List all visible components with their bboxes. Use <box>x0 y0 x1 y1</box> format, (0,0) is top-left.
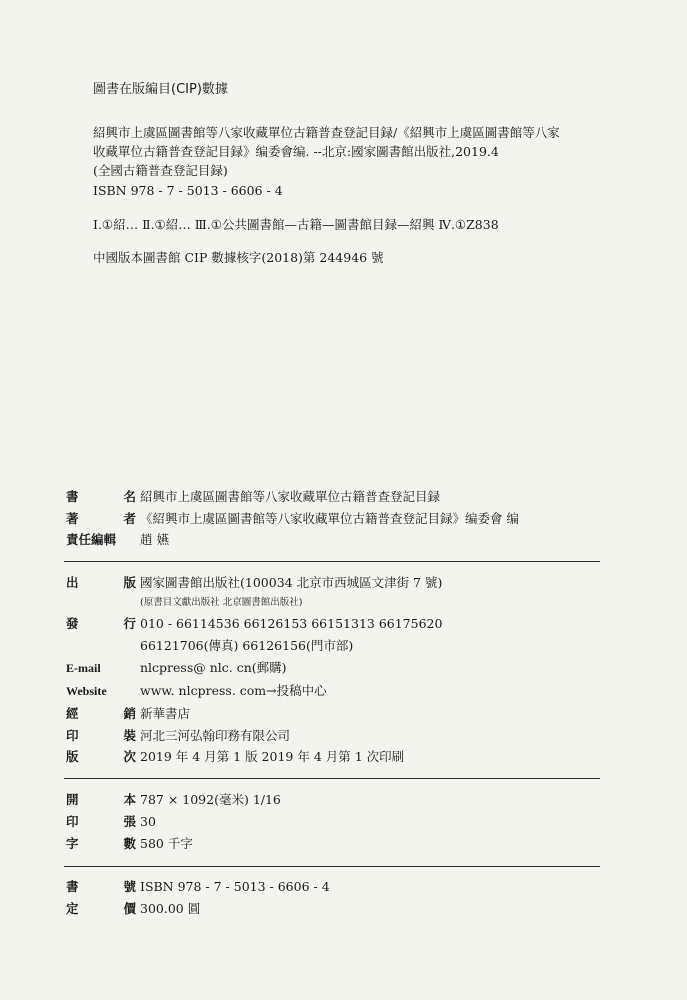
label-edition: 版 次 <box>66 749 136 764</box>
row-dealer <box>0 705 687 723</box>
row-email <box>0 659 687 677</box>
row-book-number <box>0 878 687 896</box>
value-publisher: 國家圖書館出版社(100034 北京市西城區文津街 7 號) <box>140 575 443 590</box>
value-sheets: 30 <box>140 814 156 829</box>
value-dealer: 新華書店 <box>140 706 191 721</box>
value-printer: 河北三河弘翰印務有限公司 <box>140 728 291 743</box>
row-distribution <box>0 615 687 633</box>
label-printer: 印 裝 <box>66 728 136 743</box>
label-editor: 責任編輯 <box>66 532 117 547</box>
label-book-title: 書 名 <box>66 489 136 504</box>
row-author <box>0 510 687 528</box>
label-email: E-mail <box>66 661 101 675</box>
label-distribution: 發 行 <box>66 616 136 631</box>
row-publisher <box>0 574 687 592</box>
value-book-number: ISBN 978 - 7 - 5013 - 6606 - 4 <box>140 879 330 894</box>
row-format <box>0 791 687 809</box>
cip-series: (全國古籍普查登記目録) <box>93 163 228 178</box>
label-publisher: 出 版 <box>66 575 136 590</box>
value-website: www. nlcpress. com→投稿中心 <box>140 683 327 698</box>
row-book-title <box>0 488 687 506</box>
row-price <box>0 900 687 918</box>
label-dealer: 經 銷 <box>66 706 136 721</box>
label-format: 開 本 <box>66 792 136 807</box>
value-author: 《紹興市上虞區圖書館等八家收藏單位古籍普查登記目録》编委會 编 <box>140 511 519 526</box>
cip-line-1: 紹興市上虞區圖書館等八家收藏單位古籍普查登記目録/《紹興市上虞區圖書館等八家 <box>93 125 560 140</box>
value-phones: 010 - 66114536 66126153 66151313 66175620 <box>140 616 443 631</box>
value-format: 787 × 1092(毫米) 1/16 <box>140 792 281 807</box>
row-edition <box>0 748 687 766</box>
label-book-number: 書 號 <box>66 879 136 894</box>
row-editor <box>0 531 687 549</box>
value-editor: 趙 嬿 <box>140 532 169 547</box>
cip-line-2: 收藏單位古籍普查登記目録》编委會编. --北京:國家圖書館出版社,2019.4 <box>93 144 499 159</box>
row-website <box>0 682 687 700</box>
label-sheets: 印 張 <box>66 814 136 829</box>
row-sheets <box>0 813 687 831</box>
label-website: Website <box>66 684 107 698</box>
row-printer <box>0 727 687 745</box>
value-phones-2: 66121706(傳真) 66126156(門市部) <box>140 638 354 653</box>
cip-classification: Ⅰ.①紹… Ⅱ.①紹… Ⅲ.①公共圖書館—古籍—圖書館目録—紹興 Ⅳ.①Z838 <box>93 217 499 232</box>
value-words: 580 千字 <box>140 836 193 851</box>
divider-1 <box>64 561 600 562</box>
cip-isbn: ISBN 978 - 7 - 5013 - 6606 - 4 <box>93 183 283 198</box>
divider-2 <box>64 778 600 779</box>
cip-number: 中國版本圖書館 CIP 數據核字(2018)第 244946 號 <box>93 250 384 265</box>
cip-heading: 圖書在版編目(CIP)數據 <box>93 82 228 97</box>
label-price: 定 價 <box>66 901 136 916</box>
row-distribution-2 <box>0 637 687 655</box>
value-book-title: 紹興市上虞區圖書館等八家收藏單位古籍普查登記目録 <box>140 489 441 504</box>
row-words <box>0 835 687 853</box>
row-publisher-note <box>0 594 687 612</box>
label-author: 著 者 <box>66 511 136 526</box>
value-publisher-note: (原書目文獻出版社 北京圖書館出版社) <box>140 597 303 608</box>
value-email: nlcpress@ nlc. cn(郵購) <box>140 660 287 675</box>
value-edition: 2019 年 4 月第 1 版 2019 年 4 月第 1 次印刷 <box>140 749 405 764</box>
value-price: 300.00 圓 <box>140 901 201 916</box>
label-words: 字 數 <box>66 836 136 851</box>
divider-3 <box>64 866 600 867</box>
